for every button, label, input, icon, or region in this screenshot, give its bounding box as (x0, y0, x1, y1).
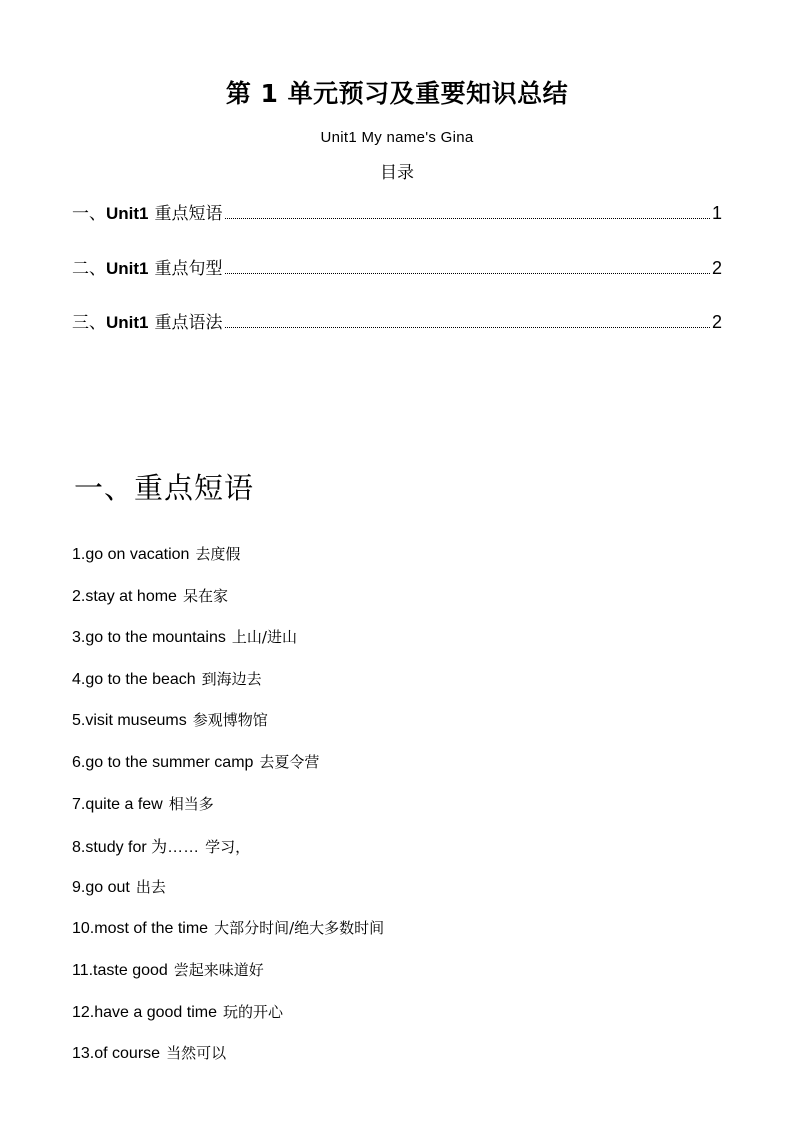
phrase-english: 1.go on vacation (72, 546, 190, 563)
phrase-item (72, 626, 297, 647)
section-heading: 一、重点短语 (74, 471, 255, 505)
phrase-chinese: 上山/进山 (231, 628, 297, 646)
phrase-item (72, 668, 262, 689)
phrase-item (72, 876, 166, 897)
phrase-english: 10.most of the time (72, 920, 209, 937)
phrase-item (72, 1042, 226, 1063)
toc-entry-label: 重点句型 (154, 259, 223, 279)
phrase-item (72, 793, 214, 814)
toc-entry-page: 2 (711, 258, 722, 278)
phrase-english: 3.go to the mountains (72, 629, 226, 646)
phrase-chinese: 大部分时间/绝大多数时间 (214, 919, 385, 937)
phrase-item (72, 1001, 283, 1022)
phrase-chinese: 尝起来味道好 (173, 961, 264, 979)
toc-entry-unit: Unit1 (106, 259, 149, 278)
toc-entry[interactable] (72, 309, 722, 333)
phrase-english: 9.go out (72, 879, 130, 896)
toc-entry-page: 2 (711, 312, 722, 332)
document-title: 第 1 单元预习及重要知识总结 (225, 79, 569, 108)
phrase-english: 2.stay at home (72, 588, 177, 605)
phrase-english: 4.go to the beach (72, 671, 196, 688)
phrase-chinese: 玩的开心 (223, 1003, 284, 1021)
phrase-chinese: 出去 (135, 878, 166, 896)
document-subtitle: Unit1 My name's Gina (320, 129, 474, 146)
phrase-chinese: 当然可以 (166, 1044, 227, 1062)
toc-leader-dots (225, 217, 710, 219)
phrase-item (72, 959, 264, 980)
phrase-english: 7.quite a few (72, 796, 163, 813)
phrase-item (72, 917, 384, 938)
toc-leader-dots (225, 272, 710, 274)
toc-entry-number: 二、 (72, 259, 106, 279)
phrase-english: 13.of course (72, 1045, 161, 1062)
toc-entry-unit: Unit1 (106, 313, 149, 332)
toc-entry-label: 重点语法 (154, 313, 223, 333)
toc-entry[interactable] (72, 255, 722, 279)
phrase-english: 8.study for 为…… (72, 839, 200, 856)
toc-entry-number: 一、 (72, 204, 106, 224)
phrase-chinese: 到海边去 (201, 670, 262, 688)
toc-leader-dots (225, 326, 710, 328)
phrase-english: 12.have a good time (72, 1004, 217, 1021)
phrase-item (72, 585, 228, 606)
phrase-item (72, 834, 250, 857)
toc-entry-unit: Unit1 (106, 204, 149, 223)
phrase-chinese: 学习， (205, 838, 251, 856)
phrase-chinese: 去度假 (195, 545, 241, 563)
phrase-english: 6.go to the summer camp (72, 754, 254, 771)
phrase-chinese: 呆在家 (182, 587, 228, 605)
toc-heading: 目录 (380, 163, 414, 183)
toc-entry-page: 1 (711, 203, 722, 223)
phrase-english: 11.taste good (72, 962, 168, 979)
toc-entry-number: 三、 (72, 313, 106, 333)
phrase-item (72, 709, 268, 730)
toc-entry[interactable] (72, 200, 722, 224)
phrase-item (72, 543, 240, 564)
phrase-chinese: 参观博物馆 (192, 711, 268, 729)
phrase-item (72, 751, 319, 772)
phrase-chinese: 去夏令营 (259, 753, 320, 771)
phrase-chinese: 相当多 (168, 795, 214, 813)
phrase-english: 5.visit museums (72, 712, 187, 729)
toc-entry-label: 重点短语 (154, 204, 223, 224)
